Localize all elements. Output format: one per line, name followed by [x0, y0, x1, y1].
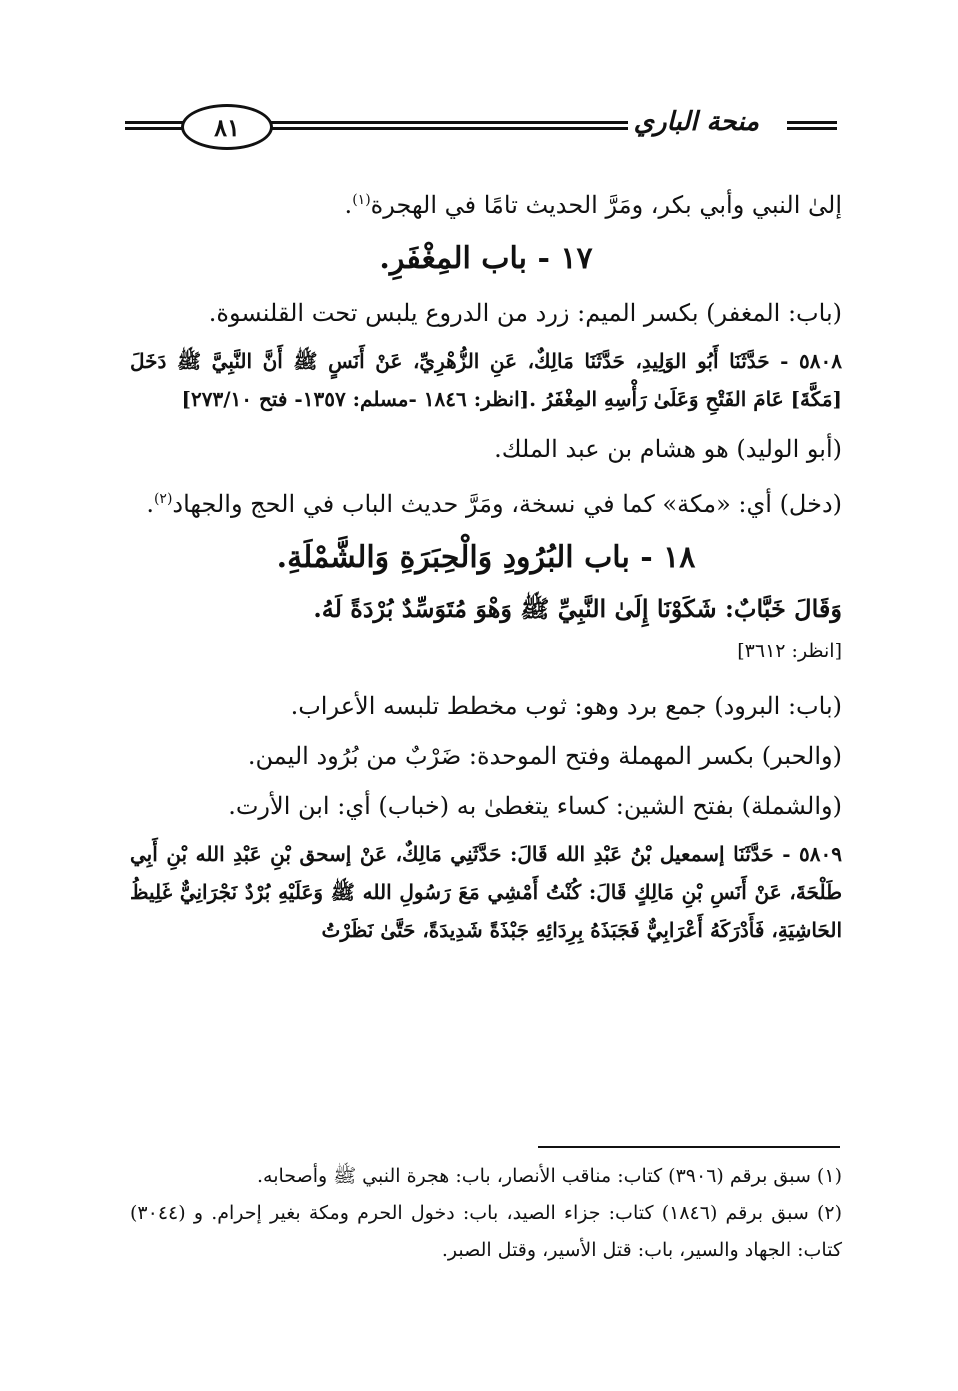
footnote-1: (١) سبق برقم (٣٩٠٦) كتاب: مناقب الأنصار، باب: هجرة النبي ﷺ وأصحابه.: [257, 1165, 842, 1187]
header-rule-right: [787, 121, 837, 130]
paragraph-2: (باب: المغفر) بكسر الميم: زرد من الدروع يلبس تحت القلنسوة.: [208, 299, 842, 327]
paragraph-4: (دخل) أي: «مكة» كما في نسخة، ومَرَّ حديث الباب في الحج والجهاد$^{(٢)}$.: [146, 490, 842, 518]
paragraph-3: (أبو الوليد) هو هشام بن عبد الملك.: [494, 435, 842, 463]
paragraph-1: إلىٰ النبي وأبي بكر، ومَرَّ الحديث تامًا في الهجرة$^{(١)}$.: [344, 191, 842, 219]
chapter-heading-18: ١٨ - باب البُرُودِ وَالْحِبَرَةِ وَالشَّمْلَةِ.: [276, 540, 696, 575]
header-rule-left: [125, 121, 187, 130]
footnotes: [130, 1158, 842, 1269]
page-header: [125, 96, 837, 156]
book-title: منحة الباري: [628, 107, 765, 137]
muallaq-narration: وَقَالَ خَبَّابٌ: شَكَوْنَا إِلَىٰ النَّبِيِّ ﷺ وَهْوَ مُتَوَسِّدٌ بُرْدَةً لَهُ.: [313, 594, 842, 623]
footnote-marker-2[interactable]: (٢): [153, 491, 173, 507]
footnote-2: (٢) سبق برقم (١٨٤٦) كتاب: جزاء الصيد، باب: دخول الحرم ومكة بغير إحرام. و (٣٠٤٤) كتاب: الجهاد والسير، باب: قتل الأسير، وقتل الصبر.: [130, 1202, 842, 1261]
hadith-5808: ٥٨٠٨ - حَدَّثَنَا أَبُو الوَلِيدِ، حَدَّثَنَا مَالِكٌ، عَنِ الزُّهْرِيِّ، عَنْ أَنَسٍ ﷺ أَنَّ النَّبِيَّ ﷺ دَخَلَ [مَكَّةَ] عَامَ الفَتْحِ وَعَلَىٰ رَأْسِهِ المِغْفَرُ .[انظر: ١٨٤٦ -مسلم: ١٣٥٧- فتح ٢٧٣/١٠]: [130, 349, 842, 411]
chapter-heading-17: ١٧ - باب المِغْفَرِ.: [379, 241, 593, 276]
main-text: [130, 175, 842, 955]
hadith-5809: ٥٨٠٩ - حَدَّثَنَا إسمعيل بْنُ عَبْدِ الله قَالَ: حَدَّثَنِي مَالِكٌ، عَنْ إسحق بْنِ عَبْدِ الله بْنِ أَبِي طَلْحَةَ، عَنْ أَنَسِ بْنِ مَالِكٍ قَالَ: كُنْتُ أَمْشِي مَعَ رَسُولِ الله ﷺ وَعَلَيْهِ بُرْدٌ نَجْرَانِيٌّ غَلِيظُ الحَاشِيَةِ، فَأَدْرَكَهُ أَعْرَابِيٌّ فَجَبَذَهُ بِرِدَائِهِ جَبْذَةً شَدِيدَةً، حَتَّىٰ نَظَرْتُ: [130, 842, 842, 942]
page-number: ٨١: [181, 104, 273, 150]
paragraph-6: (والحبر) بكسر المهملة وفتح الموحدة: ضَرْبٌ من بُرُود اليمن.: [247, 742, 842, 770]
footnote-separator: [538, 1146, 840, 1148]
footnote-marker-1[interactable]: (١): [352, 192, 371, 208]
paragraph-7: (والشملة) بفتح الشين: كساء يتغطىٰ به (خباب) أي: ابن الأرت.: [228, 792, 842, 820]
paragraph-5: (باب: البرود) جمع برد وهو: ثوب مخطط تلبسه الأعراب.: [290, 692, 842, 720]
cross-reference: [انظر: ٣٦١٢]: [737, 640, 842, 662]
